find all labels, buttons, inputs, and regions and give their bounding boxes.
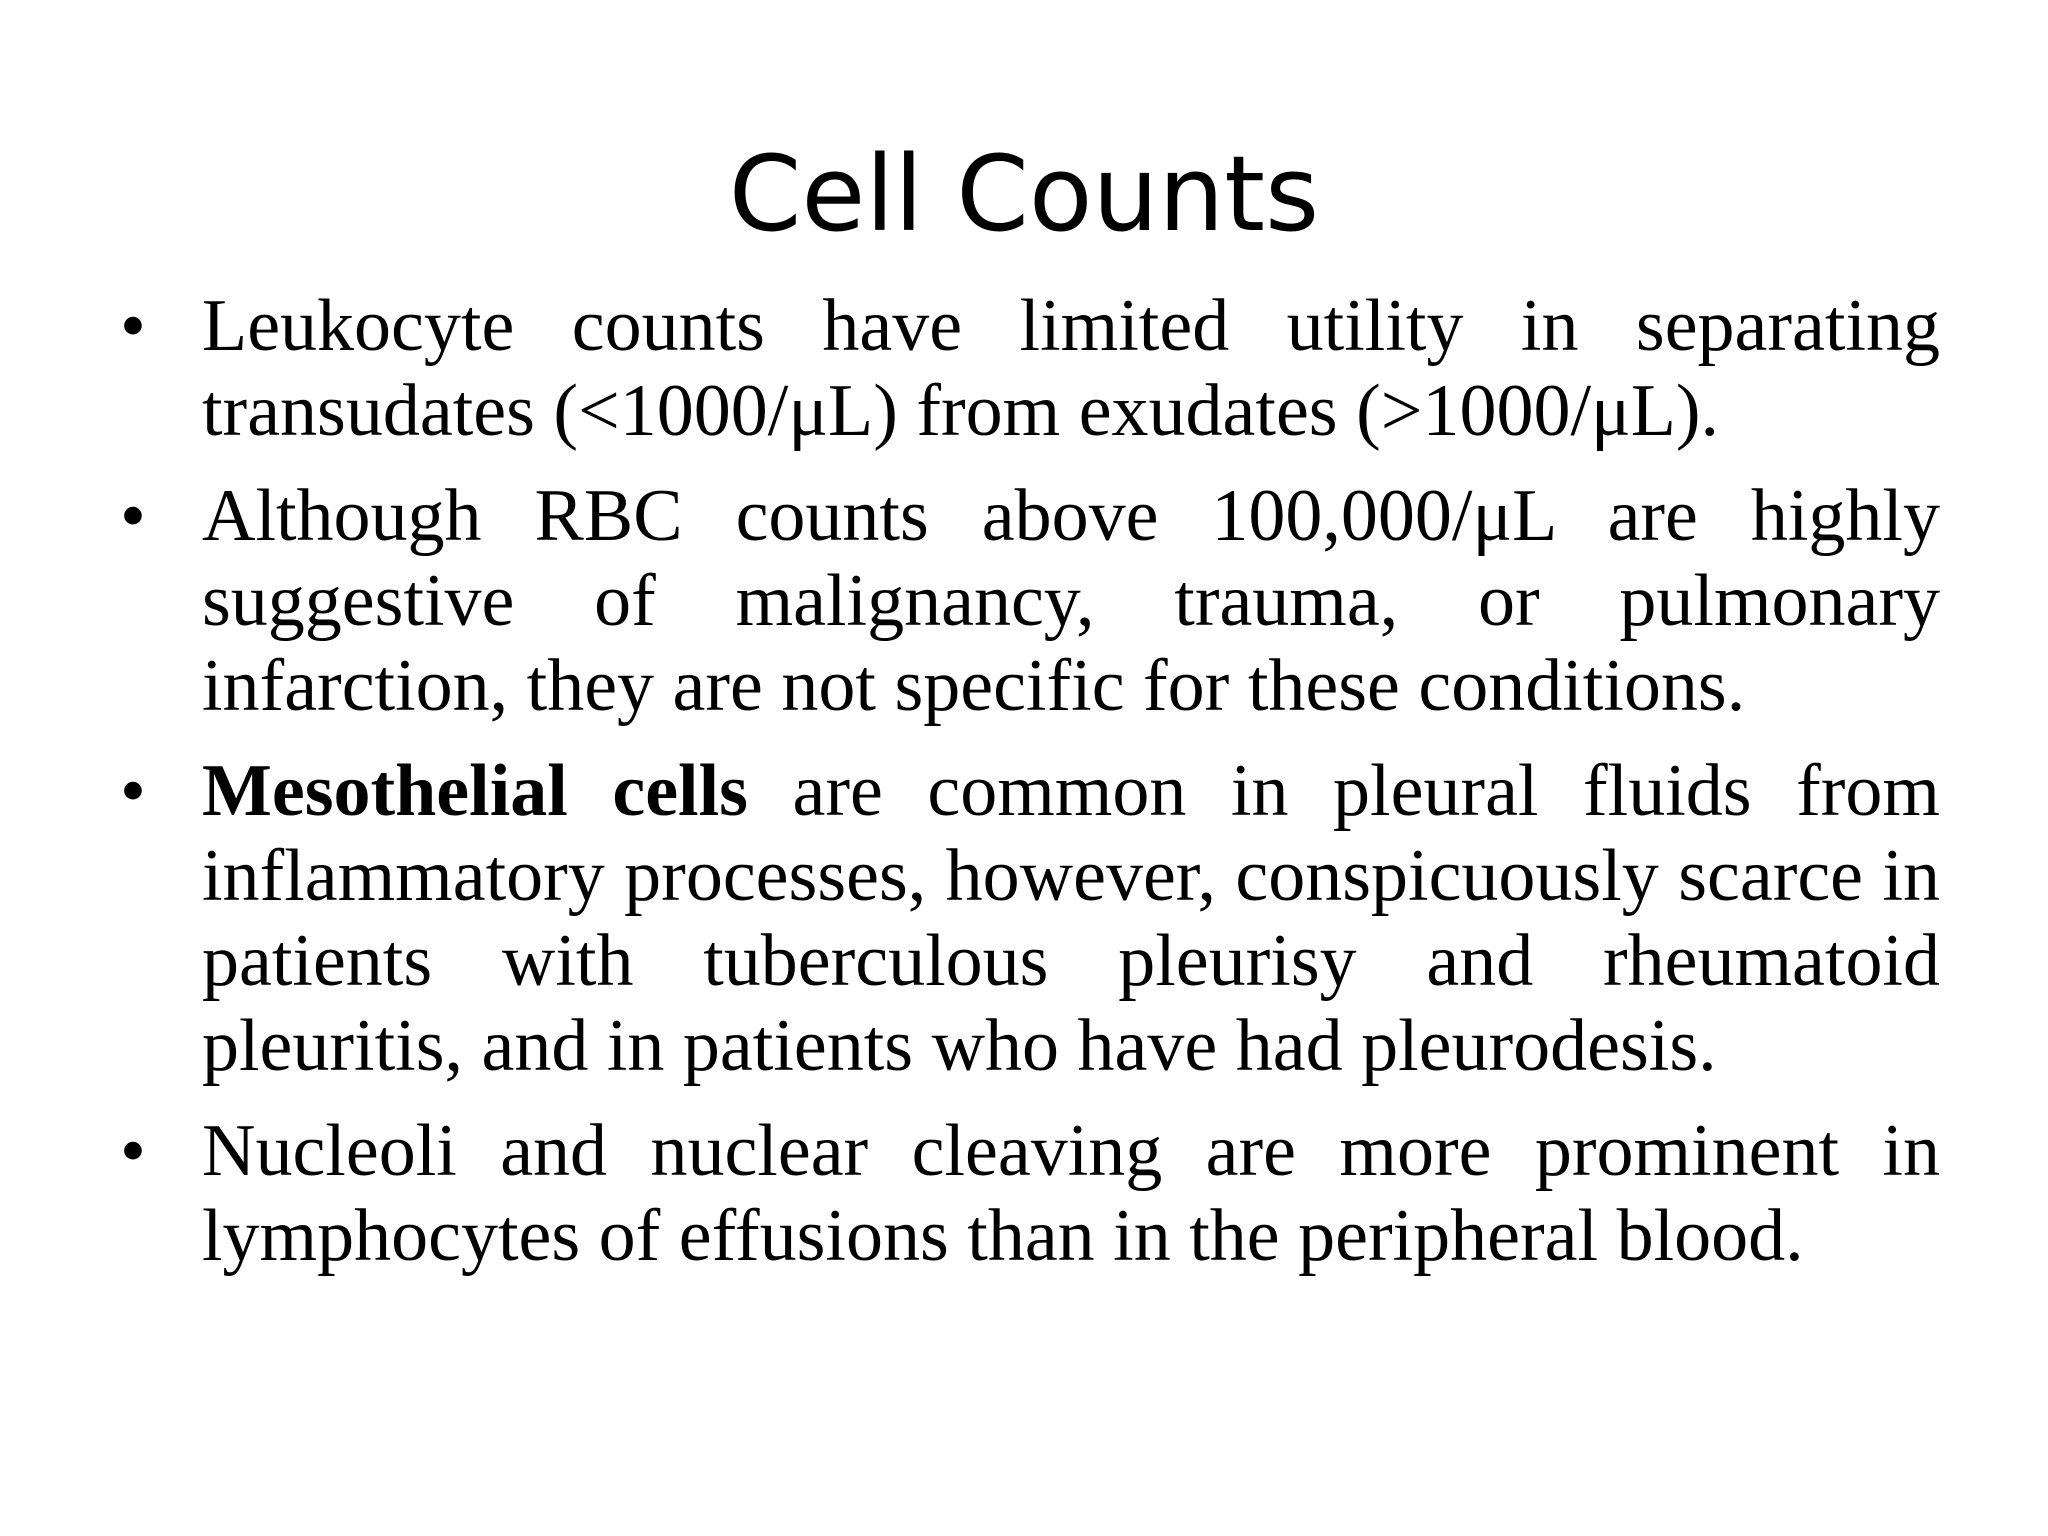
- bullet-list: [120, 284, 1940, 1299]
- bullet-item-leukocyte-counts: [120, 284, 1940, 454]
- bullet-bold-lead: Mesothelial cells: [202, 750, 748, 832]
- bullet-text: Nucleoli and nuclear cleaving are more prominent in lymphocytes of effusions than in the peripheral blood.: [202, 1110, 1940, 1277]
- bullet-text: Leukocyte counts have limited utility in separating transudates (<1000/μL) from exudates (>1000/μL).: [202, 285, 1940, 452]
- bullet-text: are common in pleural fluids from inflammatory processes, however, conspicuously scarce in patients with tuberculous pleurisy and rheumatoid pleuritis, and in patients who have had pleurodesis.: [202, 750, 1940, 1087]
- bullet-symbol: •: [120, 750, 146, 832]
- bullet-symbol: •: [120, 475, 146, 557]
- bullet-item-mesothelial-cells: [120, 749, 1940, 1089]
- bullet-item-nucleoli: [120, 1109, 1940, 1279]
- bullet-item-rbc-counts: [120, 474, 1940, 729]
- slide-title: Cell Counts: [728, 133, 1320, 255]
- bullet-symbol: •: [120, 285, 146, 367]
- bullet-text: Although RBC counts above 100,000/μL are highly suggestive of malignancy, trauma, or pulmonary infarction, they are not specific for these conditions.: [202, 475, 1940, 727]
- bullet-symbol: •: [120, 1110, 146, 1192]
